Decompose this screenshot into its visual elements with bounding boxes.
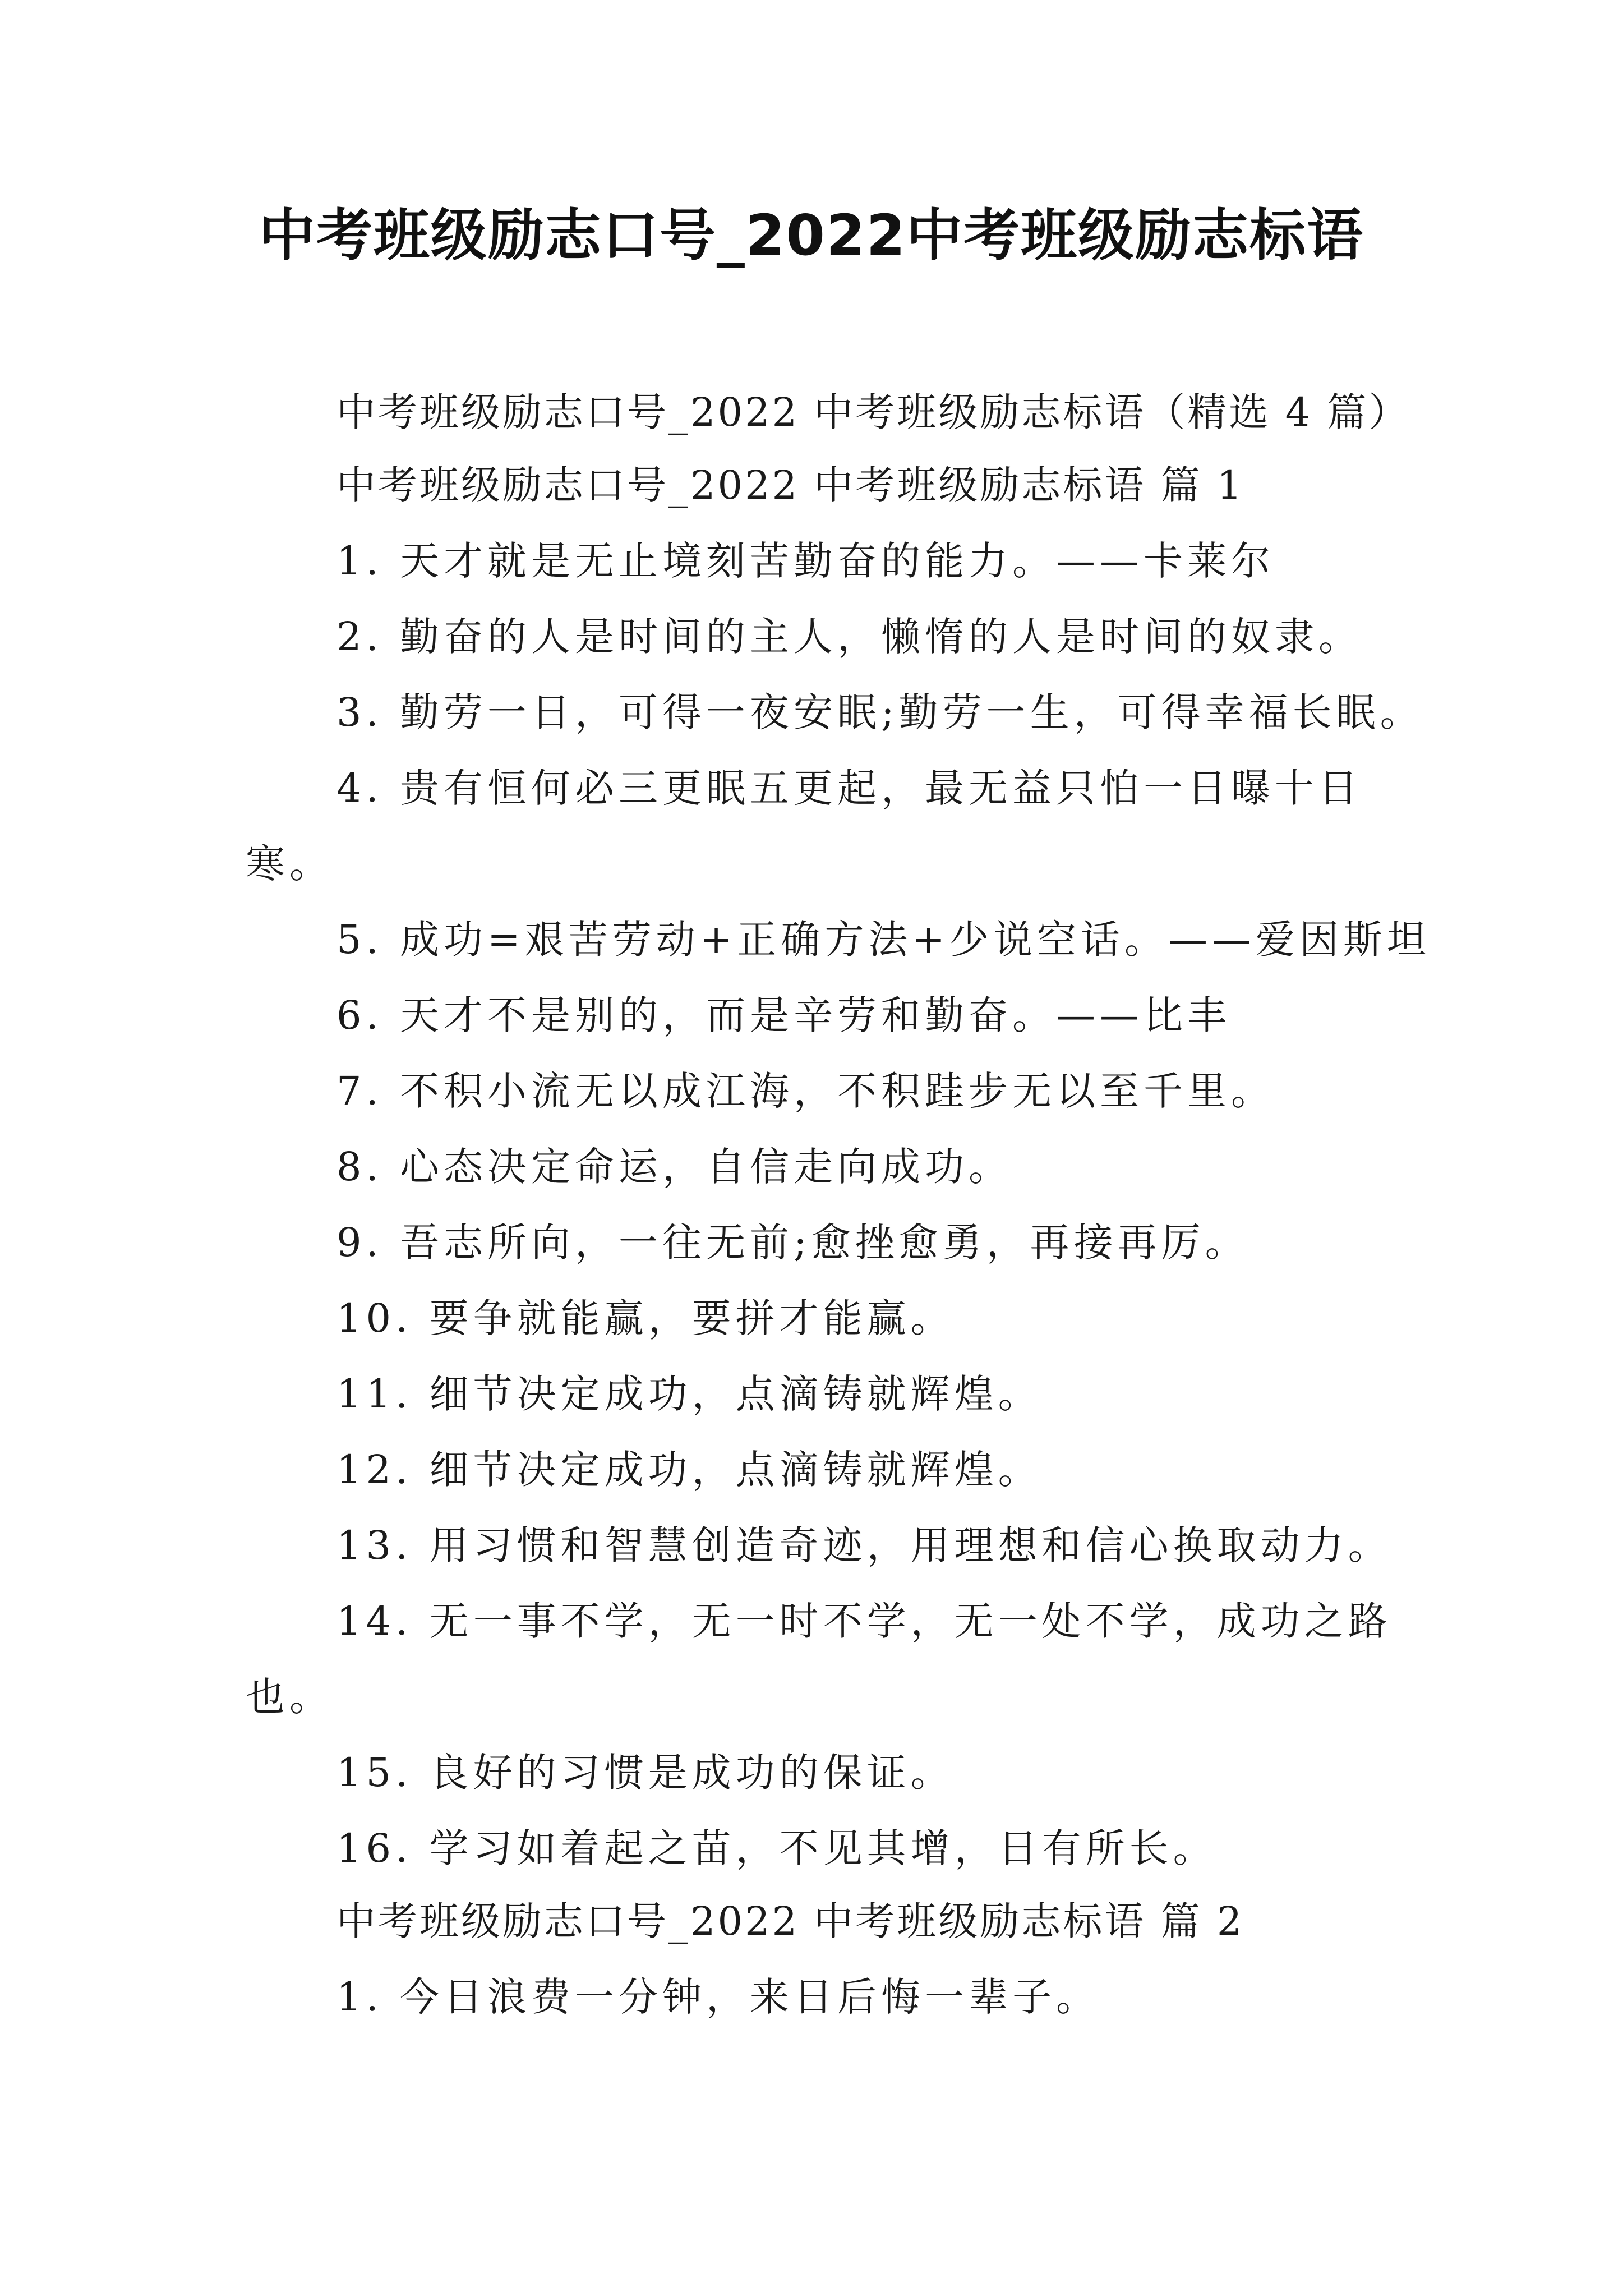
document-title: 中考班级励志口号_2022中考班级励志标语: [259, 203, 1364, 268]
section-heading-2: 中考班级励志口号_2022 中考班级励志标语 篇 2: [336, 1898, 1244, 1944]
list-item: 4. 贵有恒何必三更眠五更起，最无益只怕一日曝十日: [336, 765, 1363, 811]
section-heading-1: 中考班级励志口号_2022 中考班级励志标语 篇 1: [336, 462, 1244, 508]
list-item: 7. 不积小流无以成江海，不积跬步无以至千里。: [336, 1068, 1275, 1114]
list-item-continuation: 也。: [246, 1674, 333, 1720]
list-item: 1. 天才就是无止境刻苦勤奋的能力。——卡莱尔: [336, 538, 1275, 584]
list-item: 11. 细节决定成功，点滴铸就辉煌。: [336, 1371, 1042, 1417]
list-item: 10. 要争就能赢，要拼才能赢。: [336, 1295, 955, 1341]
list-item: 12. 细节决定成功，点滴铸就辉煌。: [336, 1447, 1042, 1493]
list-item: 16. 学习如着起之苗，不见其增，日有所长。: [336, 1825, 1217, 1871]
list-item: 6. 天才不是别的，而是辛劳和勤奋。——比丰: [336, 992, 1232, 1038]
list-item-continuation: 寒。: [246, 841, 333, 887]
list-item: 2. 勤奋的人是时间的主人，懒惰的人是时间的奴隶。: [336, 614, 1363, 660]
list-item: 15. 良好的习惯是成功的保证。: [336, 1750, 955, 1796]
list-item: 9. 吾志所向，一往无前;愈挫愈勇，再接再厉。: [336, 1220, 1249, 1266]
list-item: 5. 成功=艰苦劳动+正确方法+少说空话。——爱因斯坦: [336, 917, 1431, 963]
list-item: 3. 勤劳一日，可得一夜安眠;勤劳一生，可得幸福长眠。: [336, 689, 1424, 735]
list-item: 8. 心态决定命运，自信走向成功。: [336, 1144, 1013, 1190]
list-item: 1. 今日浪费一分钟，来日后悔一辈子。: [336, 1974, 1100, 2020]
list-item: 13. 用习惯和智慧创造奇迹，用理想和信心换取动力。: [336, 1522, 1392, 1568]
intro-line: 中考班级励志口号_2022 中考班级励志标语（精选 4 篇）: [336, 389, 1410, 435]
list-item: 14. 无一事不学，无一时不学，无一处不学，成功之路: [336, 1598, 1392, 1644]
